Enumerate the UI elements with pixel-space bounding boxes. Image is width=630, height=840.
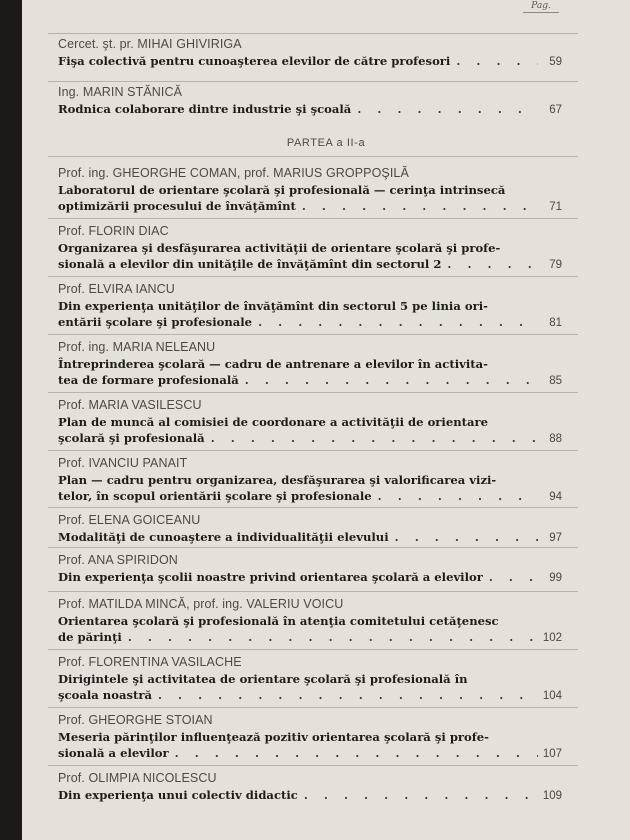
entry-page-number: 99 <box>549 572 562 584</box>
entry-title <box>58 729 562 762</box>
entry-author: Prof. IVANCIU PANAIT <box>58 456 188 470</box>
entry-title-line: de părinţi <box>58 630 122 644</box>
entry-title-line: entării şcolare şi profesionale <box>58 315 253 329</box>
entry-title-last-line <box>58 256 562 273</box>
toc-entry <box>58 770 562 804</box>
entry-author: Prof. FLORIN DIAC <box>58 224 169 238</box>
entry-title-line: optimizării procesului de învăţămînt <box>58 199 296 213</box>
dot-leader <box>372 488 538 504</box>
dot-leader <box>169 745 538 761</box>
entry-title-line: Laboratorul de orientare şcolară şi profesională — cerinţa intrinsecă <box>58 183 506 197</box>
entry-author: Cercet. şt. pr. MIHAI GHIVIRIGA <box>58 37 242 51</box>
entry-divider <box>48 765 578 766</box>
entry-title-line: şcoala noastră <box>58 688 152 702</box>
dot-leader <box>298 787 538 803</box>
entry-divider <box>48 218 578 219</box>
entry-title-line: Întreprinderea şcolară — cadru de antrenare a elevilor în activita- <box>58 357 488 371</box>
divider-part1-top <box>48 33 578 34</box>
toc-entry <box>58 165 562 215</box>
entry-title-line: Din experienţa unităţilor de învăţămînt din sectorul 5 pe linia ori- <box>58 299 488 313</box>
entry-title-line: Modalităţi de cunoaştere a individualităţii elevului <box>58 530 389 544</box>
entry-title-last-line <box>58 687 562 704</box>
entry-title-last-line <box>58 314 562 331</box>
entry-divider <box>48 707 578 708</box>
entry-author: Prof. FLORENTINA VASILACHE <box>58 655 242 669</box>
entry-author: Prof. MATILDA MINCĂ, prof. ing. VALERIU VOICU <box>58 597 344 611</box>
entry-page-number: 79 <box>549 259 562 271</box>
dot-leader <box>483 569 538 585</box>
toc-entry <box>58 512 562 546</box>
entry-title-line: Dirigintele şi activitatea de orientare şcolară şi profesională în <box>58 672 468 686</box>
entry-title <box>58 53 562 70</box>
entry-page-number: 88 <box>549 433 562 445</box>
entry-title <box>58 472 562 505</box>
entry-title <box>58 356 562 389</box>
entry-title <box>58 569 562 586</box>
toc-entry <box>58 397 562 447</box>
toc-entry <box>58 712 562 762</box>
entry-divider <box>48 547 578 548</box>
section-heading: PARTEA a II-a <box>286 137 366 149</box>
entry-title-line: Din experienţa unui colectiv didactic <box>58 788 298 802</box>
entry-title-line: Plan de muncă al comisiei de coordonare a activităţii de orientare <box>58 415 488 429</box>
entry-page-number: 109 <box>542 790 562 802</box>
entry-title <box>58 240 562 273</box>
entry-page-number: 85 <box>549 375 562 387</box>
divider-part2-top <box>48 156 578 157</box>
entry-title-line: tea de formare profesională <box>58 373 239 387</box>
entry-title-last-line <box>58 569 562 586</box>
dot-leader <box>152 687 538 703</box>
toc-entry <box>58 36 562 70</box>
entry-title-line: Meseria părinţilor influenţează pozitiv orientarea şcolară şi profe- <box>58 730 489 744</box>
entry-title-line: Organizarea şi desfăşurarea activităţii de orientare şcolară şi profe- <box>58 241 501 255</box>
entry-author: Prof. ELENA GOICEANU <box>58 513 201 527</box>
entry-title-last-line <box>58 529 562 546</box>
dot-leader <box>239 372 538 388</box>
entry-author: Prof. ANA SPIRIDON <box>58 553 178 567</box>
entry-page-number: 59 <box>549 56 562 68</box>
entry-title <box>58 787 562 804</box>
entry-title-line: Din experienţa şcolii noastre privind orientarea şcolară a elevilor <box>58 570 483 584</box>
entry-divider <box>48 649 578 650</box>
entry-divider <box>48 276 578 277</box>
toc-entry <box>58 654 562 704</box>
entry-divider <box>48 591 578 592</box>
entry-title-last-line <box>58 372 562 389</box>
entry-title-last-line <box>58 430 562 447</box>
entry-title <box>58 529 562 546</box>
entry-title-line: telor, în scopul orientării şcolare şi profesionale <box>58 489 372 503</box>
entry-title-last-line <box>58 488 562 505</box>
entry-title-line: şcolară şi profesională <box>58 431 205 445</box>
entry-divider <box>48 392 578 393</box>
toc-entry <box>58 223 562 273</box>
entry-title-line: sională a elevilor din unităţile de învăţămînt din sectorul 2 <box>58 257 442 271</box>
dot-leader <box>351 101 538 117</box>
entry-title <box>58 101 562 118</box>
entry-page-number: 67 <box>549 104 562 116</box>
entry-title-line: Rodnica colaborare dintre industrie şi şcoală <box>58 102 352 116</box>
entry-divider <box>48 450 578 451</box>
document-page <box>22 0 630 840</box>
dot-leader <box>389 529 538 545</box>
entry-author: Ing. MARIN STĂNICĂ <box>58 85 183 99</box>
entry-author: Prof. OLIMPIA NICOLESCU <box>58 771 217 785</box>
entry-title-last-line <box>58 198 562 215</box>
entry-title <box>58 298 562 331</box>
toc-entry <box>58 84 562 118</box>
entry-page-number: 94 <box>549 491 562 503</box>
entry-divider <box>48 334 578 335</box>
entry-author: Prof. MARIA VASILESCU <box>58 398 202 412</box>
entry-title <box>58 613 562 646</box>
toc-entry <box>58 552 562 586</box>
entry-title-last-line <box>58 787 562 804</box>
entry-title <box>58 182 562 215</box>
entry-title-line: sională a elevilor <box>58 746 169 760</box>
entry-author: Prof. ELVIRA IANCU <box>58 282 175 296</box>
toc-entry <box>58 339 562 389</box>
dot-leader <box>122 629 538 645</box>
entry-author: Prof. ing. MARIA NELEANU <box>58 340 216 354</box>
dot-leader <box>296 198 538 214</box>
entry-title-last-line <box>58 629 562 646</box>
entry-title-line: Fişa colectivă pentru cunoaşterea elevilor de către profesori <box>58 54 451 68</box>
entry-divider <box>48 507 578 508</box>
toc-entry <box>58 455 562 505</box>
entry-page-number: 97 <box>549 532 562 544</box>
entry-title-line: Plan — cadru pentru organizarea, desfăşurarea şi valorificarea vizi- <box>58 473 497 487</box>
dot-leader <box>441 256 538 272</box>
entry-title-line: Orientarea şcolară şi profesională în atenţia comitetului cetăţenesc <box>58 614 499 628</box>
dot-leader <box>252 314 538 330</box>
entry-title <box>58 671 562 704</box>
toc-entry <box>58 281 562 331</box>
entry-title-last-line <box>58 53 562 70</box>
entry-title-last-line <box>58 101 562 118</box>
entry-page-number: 104 <box>542 690 562 702</box>
page-column-label: Pag. <box>523 1 559 13</box>
entry-title <box>58 414 562 447</box>
dot-leader <box>450 53 538 69</box>
entry-title-last-line <box>58 745 562 762</box>
dot-leader <box>205 430 538 446</box>
divider-part1-bottom <box>48 81 578 82</box>
entry-page-number: 71 <box>549 201 562 213</box>
entry-page-number: 107 <box>542 748 562 760</box>
entry-page-number: 81 <box>549 317 562 329</box>
toc-entry <box>58 596 562 646</box>
entry-author: Prof. ing. GHEORGHE COMAN, prof. MARIUS GROPPOŞILĂ <box>58 166 409 180</box>
entry-page-number: 102 <box>542 632 562 644</box>
entry-author: Prof. GHEORGHE STOIAN <box>58 713 213 727</box>
